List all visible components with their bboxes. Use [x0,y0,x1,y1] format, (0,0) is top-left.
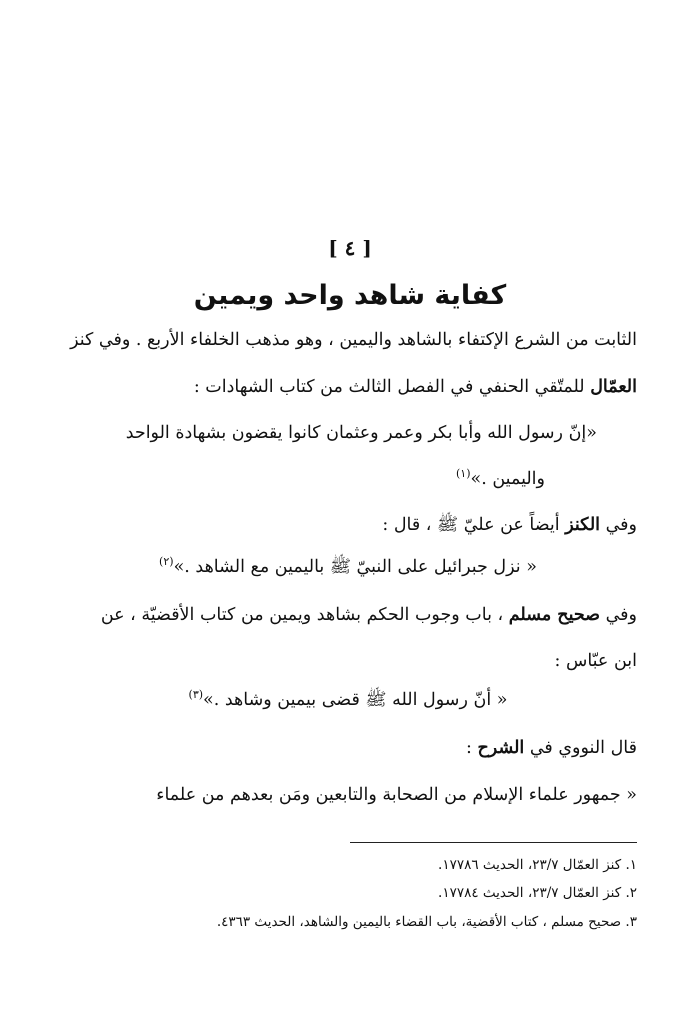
book-name-kanz-al-ummal: العمّال [590,377,637,397]
quote-1-line-2 [57,464,545,494]
footnote-separator [350,842,637,843]
paragraph-3-line-1 [59,600,637,630]
footnote-3: ٣. صحيح مسلم ، كتاب الأقضية، باب القضاء باليمين والشاهد، الحديث ٤٣٦٣. [216,914,637,930]
chapter-number: [ ٤ ] [328,236,372,260]
paragraph-4 [59,733,637,763]
quote-3-text: « أنّ رسول الله ﷺ قضى بيمين وشاهد .» [203,690,508,710]
paragraph-3-prefix: وفي [600,605,637,625]
book-name-kanz: الكنز [565,515,601,535]
footnote-ref-1: (١) [456,467,471,481]
footnote-2: ٢. كنز العمّال ٢٣/٧، الحديث ١٧٧٨٤. [438,885,637,901]
footnote-ref-2: (٢) [159,555,174,569]
book-name-sharh: الشرح [477,738,525,758]
quote-4-line-1: « جمهور علماء الإسلام من الصحابة والتابعين ومَن بعدهم من علماء [156,785,637,805]
paragraph-3-text: ، باب وجوب الحكم بشاهد ويمين من كتاب الأقضيّة ، عن [100,605,509,625]
paragraph-2-text: أيضاً عن عليّ ﷺ ، قال : [382,515,566,535]
paragraph-4-prefix: قال النووي في [524,738,637,758]
paragraph-2 [59,510,637,540]
quote-2 [59,552,637,582]
quote-1-line-2-text: واليمين .» [470,469,545,489]
quote-1-line-1: «إنّ رسول الله وأبا بكر وعمر وعثمان كانوا يقضون بشهادة الواحد [125,423,597,443]
footnote-ref-3: (٣) [188,688,204,702]
paragraph-1-line-1: الثابت من الشرع الإكتفاء بالشاهد واليمين ، وهو مذهب الخلفاء الأربع . وفي كنز [70,330,637,350]
quote-3 [59,685,637,715]
paragraph-1-line-2 [59,372,637,402]
chapter-title: كفاية شاهد واحد ويمين [193,280,507,311]
paragraph-1-line-2-text: للمتّقي الحنفي في الفصل الثالث من كتاب الشهادات : [193,377,591,397]
footnote-1: ١. كنز العمّال ٢٣/٧، الحديث ١٧٧٨٦. [438,857,637,873]
paragraph-4-text: : [466,738,478,758]
paragraph-3-line-2: ابن عبّاس : [554,651,637,671]
quote-2-text: « نزل جبرائيل على النبيّ ﷺ باليمين مع الشاهد .» [173,557,537,577]
book-name-sahih-muslim: صحيح مسلم [508,605,601,625]
paragraph-2-prefix: وفي [600,515,637,535]
